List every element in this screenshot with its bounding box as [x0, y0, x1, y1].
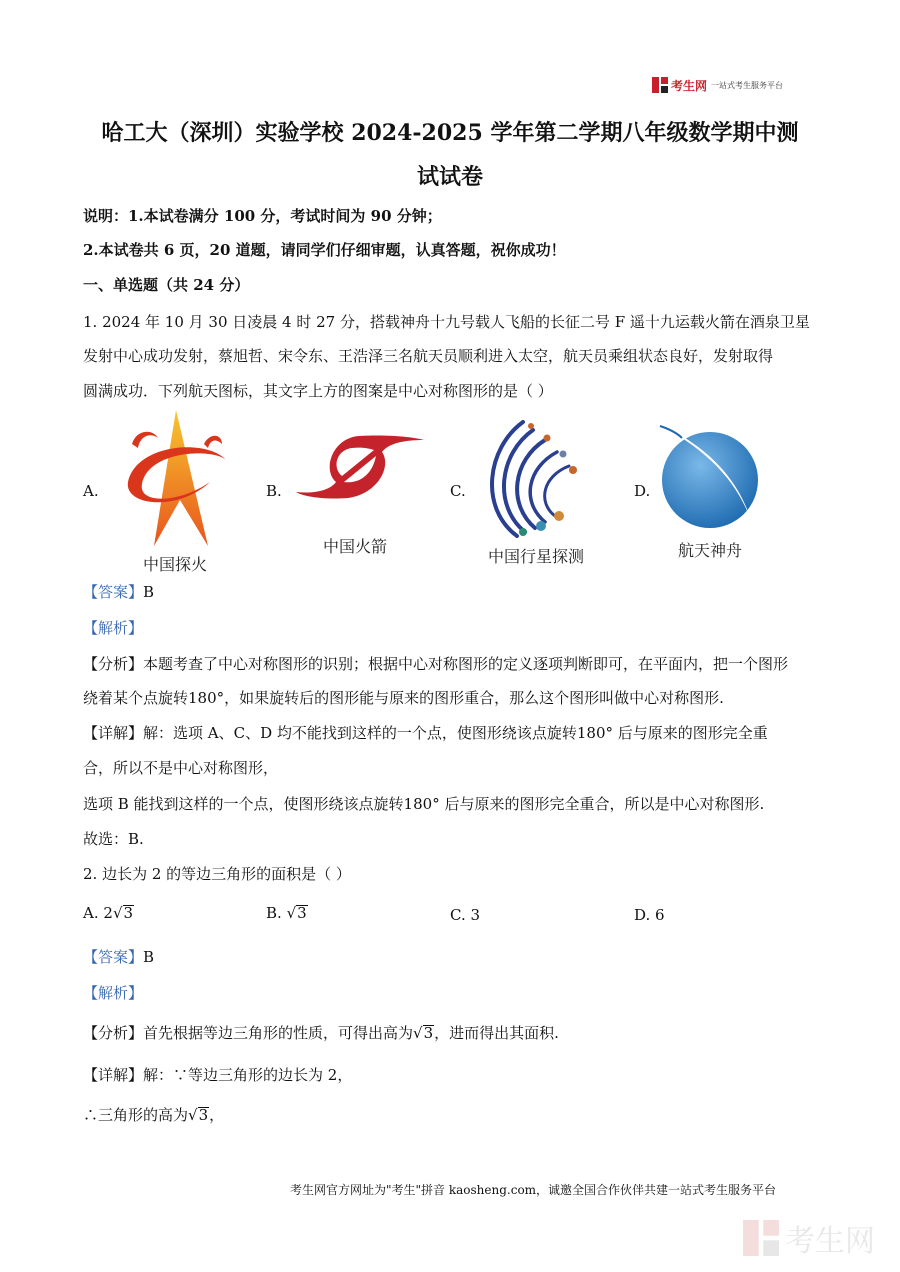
q1-xiangjie-4: 故选：B.	[83, 830, 144, 848]
q1-xiangjie-2: 合，所以不是中心对称图形，	[83, 759, 279, 777]
answer-tag: 【答案】	[83, 948, 144, 966]
footer-text: 考生网官方网址为"考生"拼音 kaosheng.com，诚邀全国合作伙伴共建一站式考生服务平台	[290, 1183, 777, 1197]
q2-option-a-letter: A.	[83, 904, 99, 922]
q2-xiangjie-radicand: 3	[198, 1106, 209, 1124]
q1-text-1: 1. 2024 年 10 月 30 日凌晨 4 时 27 分，搭载神舟十九号载人飞船的长征二号 F 遥十九运载火箭在酒泉卫星	[83, 313, 810, 331]
xiangjie-tag: 【详解】	[83, 724, 144, 742]
q1-xiangjie-1	[83, 722, 768, 743]
answer-tag: 【答案】	[83, 583, 144, 601]
fenxi-tag: 【分析】	[83, 655, 144, 673]
q1-answer: B	[143, 583, 155, 601]
q1-option-b-caption: 中国火箭	[322, 537, 387, 556]
q1-option-d-letter: D.	[634, 482, 651, 500]
mars-exploration-logo-icon	[118, 408, 238, 548]
q2-fenxi-post: ，进而得出其面积.	[434, 1024, 559, 1042]
q2-answer-line	[83, 946, 154, 967]
page-title-line2: 试试卷	[416, 164, 483, 190]
q2-option-a-coef: 2	[103, 904, 113, 922]
q1-fenxi-1	[83, 653, 788, 674]
q1-analysis-tag: 【解析】	[83, 619, 144, 637]
q1-xiangjie-3: 选项 B 能找到这样的一个点，使图形绕该点旋转180° 后与原来的图形完全重合，所以是中心对称图形.	[83, 795, 765, 813]
q1-option-c-letter: C.	[450, 482, 466, 500]
q2-option-c: C. 3	[450, 906, 481, 924]
q2-option-b: B. √3	[266, 904, 307, 922]
q2-option-b-radicand: 3	[297, 904, 307, 922]
q1-text-2: 发射中心成功发射，蔡旭哲、宋令东、王浩泽三名航天员顺利进入太空，航天员乘组状态良好，发射取得	[83, 347, 774, 365]
q1-fenxi-text-1: 本题考查了中心对称图形的识别；根据中心对称图形的定义逐项判断即可，在平面内，把一个图形	[143, 655, 789, 673]
q2-analysis-tag: 【解析】	[83, 984, 144, 1002]
q2-xiangjie-1	[83, 1064, 352, 1085]
planetary-exploration-logo-icon	[475, 418, 595, 540]
watermark	[743, 1216, 875, 1260]
header-logo	[652, 74, 822, 96]
q2-text: 2. 边长为 2 的等边三角形的面积是（ ）	[83, 865, 351, 883]
q2-option-a-radicand: 3	[123, 904, 134, 922]
q2-option-a: A. 2√3	[83, 904, 134, 922]
q2-xiangjie-2: ∴三角形的高为√3，	[83, 1106, 225, 1124]
page-title: 哈工大（深圳）实验学校 2024-2025 学年第二学期八年级数学期中测	[101, 120, 799, 146]
q2-answer: B	[143, 948, 155, 966]
q2-option-d: D. 6	[634, 906, 665, 924]
q2-xiangjie-text-1: 解：∵等边三角形的边长为 2，	[143, 1066, 353, 1084]
q1-option-a-letter: A.	[83, 482, 99, 500]
q2-fenxi-pre: 首先根据等边三角形的性质，可得出高为	[143, 1024, 414, 1042]
watermark-logo-icon	[743, 1220, 779, 1256]
q2-xiangjie-pre: ∴三角形的高为	[83, 1106, 189, 1124]
q1-option-b-letter: B.	[266, 482, 282, 500]
section-heading: 一、单选题（共 24 分）	[83, 276, 250, 294]
watermark-text: 考生网	[785, 1224, 875, 1259]
shenzhou-logo-icon	[656, 420, 766, 530]
brand-slogan: 一站式考生服务平台	[711, 80, 784, 90]
q1-option-d-caption: 航天神舟	[677, 541, 742, 560]
xiangjie-tag: 【详解】	[83, 1066, 144, 1084]
instruction-line-1: 说明：1.本试卷满分 100 分，考试时间为 90 分钟；	[83, 207, 442, 225]
china-rocket-logo-icon	[292, 430, 426, 504]
kaosheng-logo-icon	[652, 77, 668, 93]
q2-xiangjie-post: ，	[209, 1106, 225, 1124]
q1-text-3: 圆满成功．下列航天图标，其文字上方的图案是中心对称图形的是（ ）	[83, 382, 553, 400]
brand-name: 考生网	[671, 78, 708, 93]
q1-option-c-caption: 中国行星探测	[487, 547, 584, 566]
q1-fenxi-2: 绕着某个点旋转180°，如果旋转后的图形能与原来的图形重合，那么这个图形叫做中心对称图形.	[83, 689, 724, 707]
fenxi-tag: 【分析】	[83, 1024, 144, 1042]
q1-option-a-caption: 中国探火	[142, 555, 207, 574]
q2-fenxi: 【分析】首先根据等边三角形的性质，可得出高为√3，进而得出其面积.	[83, 1024, 559, 1042]
q2-option-b-letter: B.	[266, 904, 282, 922]
q1-xiangjie-text-1: 解：选项 A、C、D 均不能找到这样的一个点，使图形绕该点旋转180° 后与原来的图形完全重	[143, 724, 768, 742]
instruction-line-2: 2.本试卷共 6 页，20 道题，请同学们仔细审题，认真答题，祝你成功！	[83, 241, 566, 259]
q2-fenxi-radicand: 3	[423, 1024, 434, 1042]
q1-answer-line	[83, 581, 154, 602]
